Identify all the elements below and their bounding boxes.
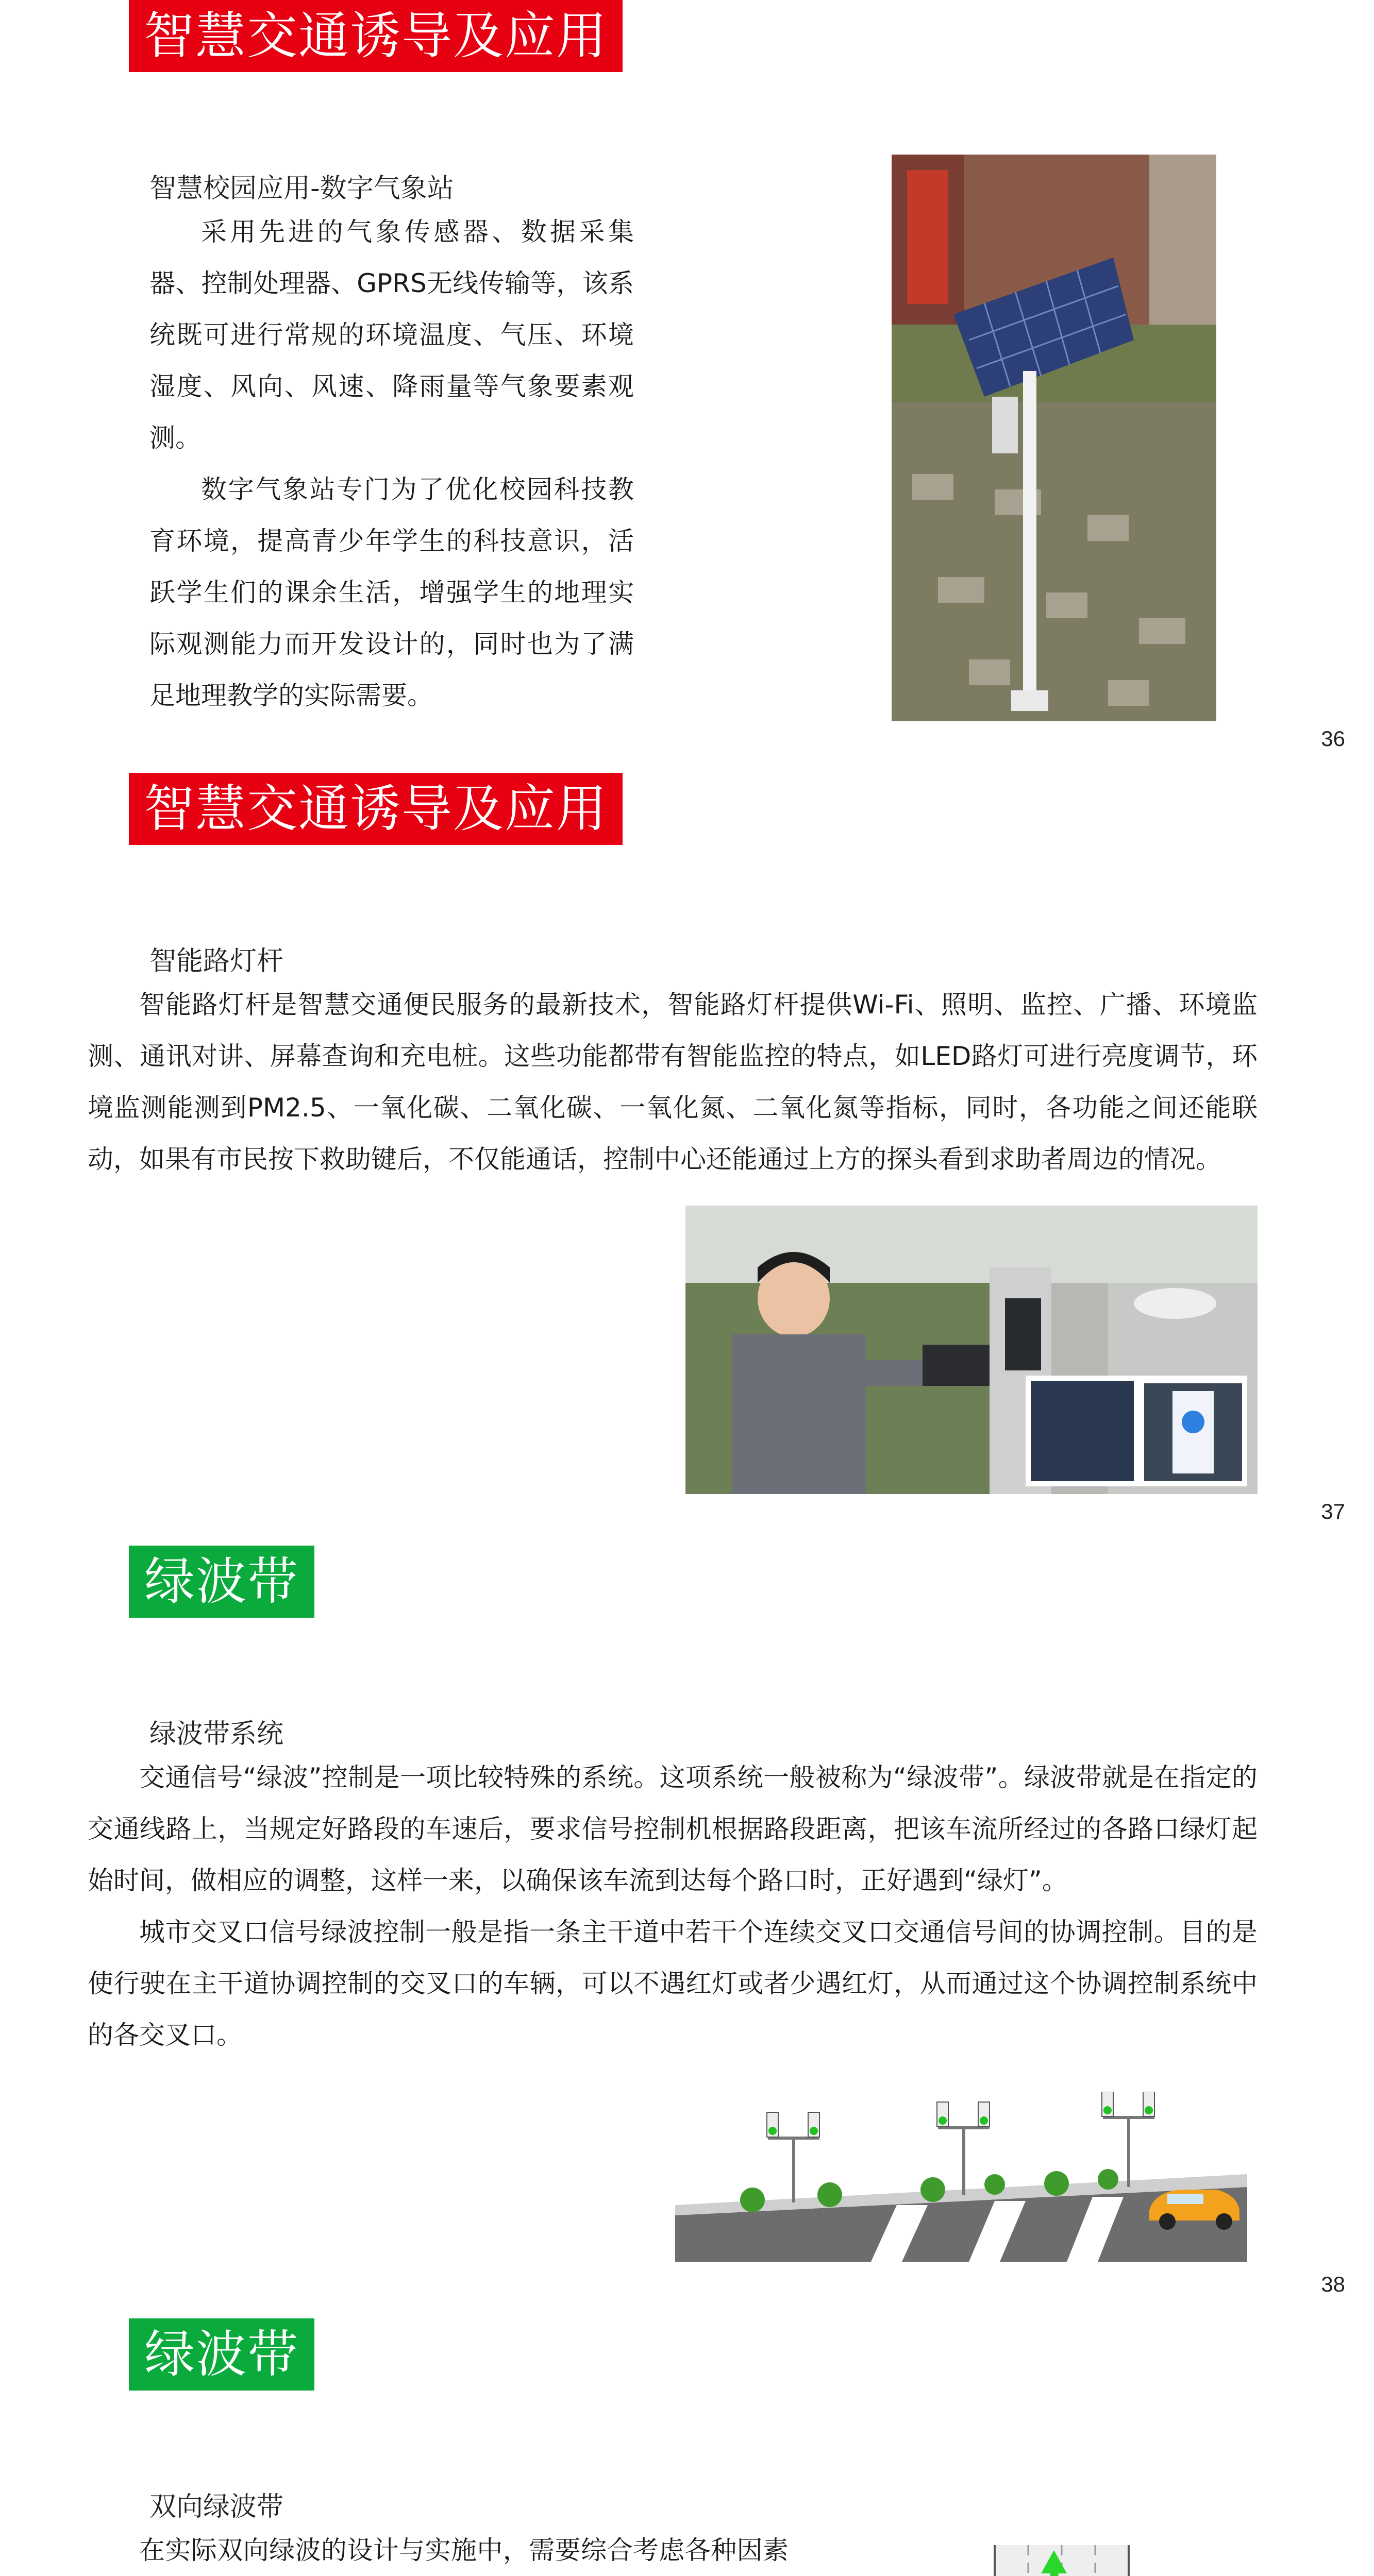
paragraph: 在实际双向绿波的设计与实施中，需要综合考虑各种因素 xyxy=(139,2535,789,2565)
section-banner: 绿波带 xyxy=(129,2318,314,2391)
page-number: 36 xyxy=(1321,726,1345,751)
smart-pole-photo xyxy=(685,1206,1258,1494)
section-subtitle: 智能路灯杆 xyxy=(149,946,284,977)
section-body xyxy=(88,2524,789,2576)
section-subtitle: 双向绿波带 xyxy=(149,2492,284,2522)
section-subtitle: 绿波带系统 xyxy=(149,1719,284,1750)
page-number: 38 xyxy=(1321,2272,1345,2296)
section-body xyxy=(88,1752,1258,2061)
section-banner: 智慧交通诱导及应用 xyxy=(129,773,623,845)
section-banner: 绿波带 xyxy=(129,1546,314,1618)
section-body xyxy=(88,979,1258,1185)
paragraph: 数字气象站专门为了优化校园科技教育环境，提高青少年学生的科技意识，活跃学生们的课余生活，增强学生的地理实际观测能力而开发设计的，同时也为了满足地理教学的实际需要。 xyxy=(149,474,634,710)
section-body xyxy=(149,206,634,721)
green-wave-road-illustration xyxy=(675,2092,1247,2262)
paragraph: 智能路灯杆是智慧交通便民服务的最新技术，智能路灯杆提供Wi-Fi、照明、监控、广播、环境监测、通讯对讲、屏幕查询和充电桩。这些功能都带有智能监控的特点，如LED路灯可进行亮度调节，环境监测能测到PM2.5、一氧化碳、二氧化碳、一氧化氮、二氧化氮等指标，同时，各功能之间还能联动，如果有市民按下救助键后，不仅能通话，控制中心还能通过上方的探头看到求助者周边的情况。 xyxy=(88,990,1258,1174)
two-way-green-wave-diagram xyxy=(814,2545,1278,2576)
weather-station-photo xyxy=(892,155,1216,721)
page-number: 37 xyxy=(1321,1499,1345,1523)
section-banner: 智慧交通诱导及应用 xyxy=(129,0,623,72)
section-subtitle: 智慧校园应用-数字气象站 xyxy=(149,173,454,204)
paragraph: 采用先进的气象传感器、数据采集器、控制处理器、GPRS无线传输等，该系统既可进行常规的环境温度、气压、环境湿度、风向、风速、降雨量等气象要素观测。 xyxy=(149,217,634,453)
paragraph: 城市交叉口信号绿波控制一般是指一条主干道中若干个连续交叉口交通信号间的协调控制。目的是使行驶在主干道协调控制的交叉口的车辆，可以不遇红灯或者少遇红灯，从而通过这个协调控制系统中的各交叉口。 xyxy=(88,1917,1258,2050)
paragraph: 交通信号“绿波”控制是一项比较特殊的系统。这项系统一般被称为“绿波带”。绿波带就是在指定的交通线路上，当规定好路段的车速后，要求信号控制机根据路段距离，把该车流所经过的各路口绿灯起始时间，做相应的调整，这样一来，以确保该车流到达每个路口时，正好遇到“绿灯”。 xyxy=(88,1762,1258,1895)
